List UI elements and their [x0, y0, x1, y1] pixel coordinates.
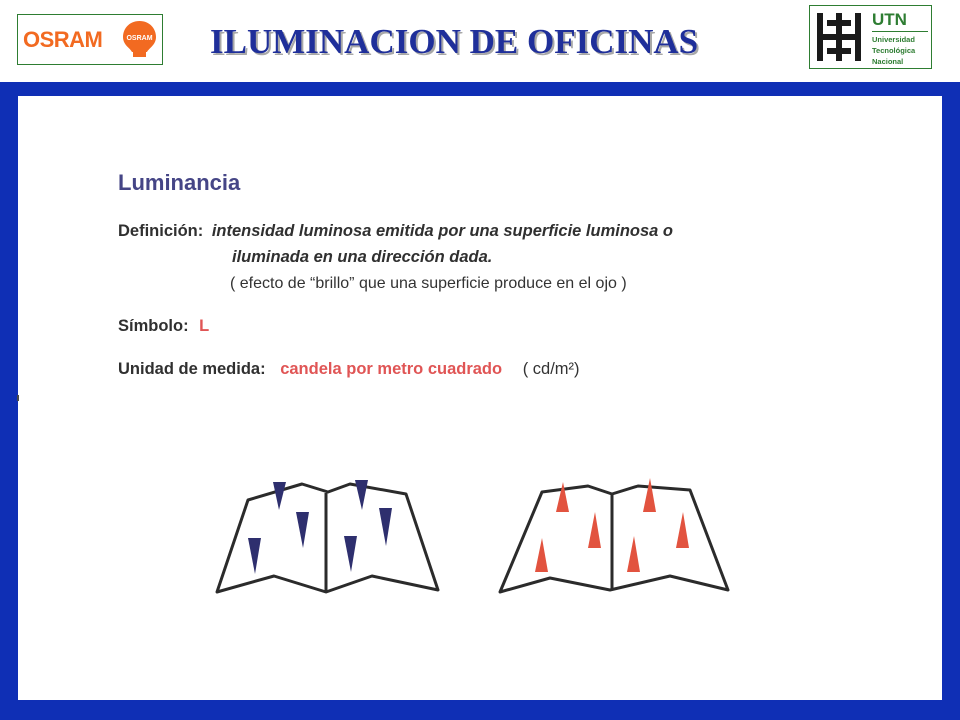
unit-row	[118, 360, 580, 379]
left-arrow-6	[344, 536, 357, 572]
left-book	[217, 480, 438, 592]
utn-emblem-icon	[814, 10, 864, 64]
left-arrow-2	[355, 480, 368, 510]
right-arrow-6	[627, 536, 640, 572]
utn-divider	[872, 31, 928, 32]
symbol-label: Símbolo:	[118, 317, 189, 335]
utn-line-3: Nacional	[872, 57, 904, 66]
right-book-outline	[500, 486, 728, 592]
right-arrow-4	[676, 512, 689, 548]
header	[0, 0, 960, 82]
definition-note: ( efecto de “brillo” que una superficie produce en el ojo )	[230, 275, 627, 292]
section-heading: Luminancia	[118, 170, 241, 195]
page-title: ILUMINACION DE OFICINAS	[210, 22, 699, 61]
utn-acronym: UTN	[872, 10, 907, 29]
edge-mark	[17, 395, 19, 401]
luminance-illustration	[210, 470, 750, 610]
definition-line-1: intensidad luminosa emitida por una superficie luminosa o	[211, 222, 674, 240]
definition-label: Definición:	[118, 222, 204, 240]
left-arrow-1	[273, 482, 286, 510]
osram-logo-text: OSRAM	[23, 27, 103, 52]
left-arrow-4	[379, 508, 392, 546]
definition-note-row	[230, 274, 627, 293]
utn-logo	[809, 5, 932, 69]
left-arrow-5	[248, 538, 261, 574]
right-arrow-3	[588, 512, 601, 548]
utn-line-1: Universidad	[872, 35, 915, 44]
left-arrow-3	[296, 512, 309, 548]
definition-row	[118, 222, 673, 241]
osram-logo	[17, 14, 163, 65]
osram-bulb-icon	[121, 19, 158, 59]
definition-continuation	[232, 248, 492, 267]
symbol-row	[118, 317, 209, 336]
right-book	[500, 478, 728, 592]
symbol-value: L	[199, 317, 210, 335]
utn-line-2: Tecnológica	[872, 46, 916, 55]
right-arrow-5	[535, 538, 548, 572]
right-arrow-2	[643, 478, 656, 512]
unit-abbreviation: ( cd/m²)	[522, 360, 580, 378]
osram-bulb-text: OSRAM	[126, 35, 153, 42]
right-arrow-1	[556, 482, 569, 512]
unit-label: Unidad de medida:	[118, 360, 266, 378]
unit-value: candela por metro cuadrado	[280, 360, 503, 378]
definition-line-2: iluminada en una dirección dada.	[232, 248, 493, 266]
